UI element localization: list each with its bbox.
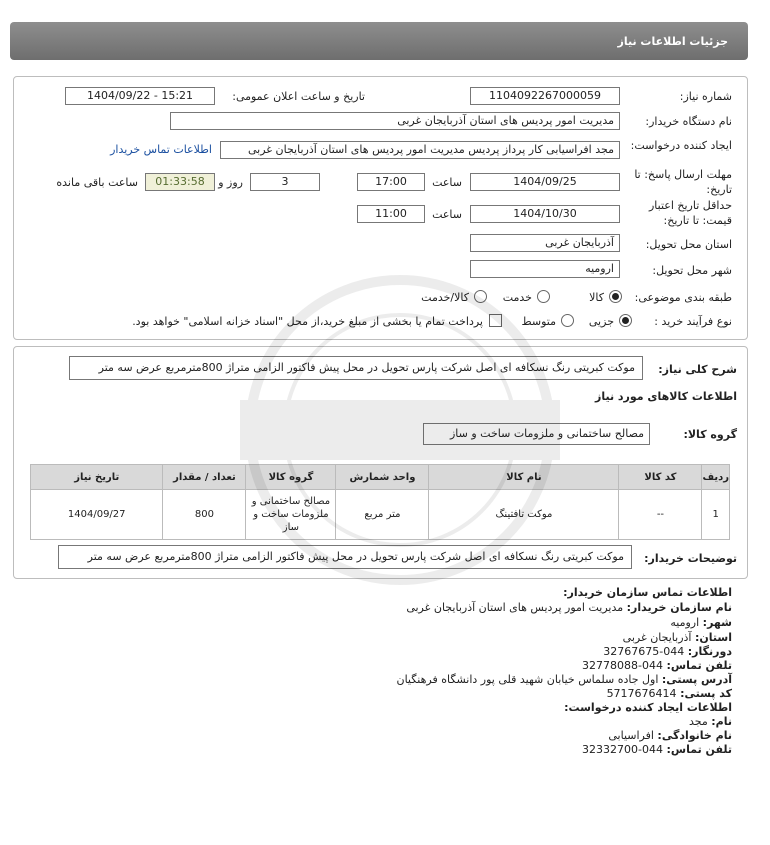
creator-family (608, 729, 732, 742)
contact-province-value: آذربایجان غربی (622, 631, 692, 644)
goods-table-header (31, 465, 730, 490)
creator-phone-key: تلفن تماس: (666, 743, 732, 756)
contact-postal-value: 5717676414 (606, 687, 677, 700)
creator-label: ایجاد کننده درخواست: (630, 139, 732, 152)
buyer-contact-link[interactable]: اطلاعات تماس خریدار (110, 143, 212, 156)
process-medium-radio[interactable] (561, 314, 574, 327)
process-label: نوع فرآیند خرید : (654, 315, 732, 328)
need-number-label: شماره نیاز: (679, 90, 732, 103)
contact-fax (603, 645, 732, 658)
creator-phone-value: 044-32332700 (582, 743, 664, 756)
deadline-time-label: ساعت (432, 176, 462, 189)
buyer-notes-field: موکت کبریتی رنگ نسکافه ای اصل شرکت پارس تحویل در محل پیش فاکتور الزامی متراژ 800مترمربع عرض سه متر (58, 545, 632, 569)
creator-family-value: افراسیابی (608, 729, 654, 742)
contact-address (396, 673, 732, 686)
category-goods-service-radio[interactable] (474, 290, 487, 303)
creator-field: مجد افراسیابی کار پرداز پردیس مدیریت امور پردیس های استان آذربایجان غربی (220, 141, 620, 159)
validity-time-label: ساعت (432, 208, 462, 221)
col-quantity: تعداد / مقدار (163, 465, 246, 490)
category-goods-radio[interactable] (609, 290, 622, 303)
col-unit: واحد شمارش (336, 465, 429, 490)
cell-name: موکت تافتینگ (429, 490, 619, 540)
category-goods-label: کالا (589, 291, 604, 304)
cell-group: مصالح ساختمانی و ملزومات ساخت و ساز (246, 490, 336, 540)
table-row (31, 490, 730, 540)
contact-postal (607, 687, 732, 700)
contact-city-key: شهر: (702, 616, 732, 629)
category-goods-service-label: کالا/خدمت (421, 291, 469, 304)
contact-phone-value: 044-32778088 (582, 659, 664, 672)
contact-org-value: مدیریت امور پردیس های استان آذربایجان غربی (406, 601, 624, 614)
goods-table (30, 464, 730, 540)
contact-province (623, 631, 732, 644)
page-header (10, 22, 748, 60)
validity-date-field: 1404/10/30 (470, 205, 620, 223)
treasury-payment-checkbox[interactable] (489, 314, 502, 327)
buyer-notes-label: توضیحات خریدار: (644, 552, 737, 565)
days-label: روز و (218, 176, 243, 189)
contact-city-value: ارومیه (670, 616, 700, 629)
cell-quantity: 800 (163, 490, 246, 540)
deadline-time-field: 17:00 (357, 173, 425, 191)
validity-label: حداقل تاریخ اعتبار قیمت: تا تاریخ: (648, 199, 732, 227)
col-group: گروه کالا (246, 465, 336, 490)
contact-phone-key: تلفن تماس: (666, 659, 732, 672)
announce-label: تاریخ و ساعت اعلان عمومی: (232, 90, 365, 103)
creator-phone (582, 743, 732, 756)
buyer-label: نام دستگاه خریدار: (645, 115, 732, 128)
creator-name-key: نام: (711, 715, 732, 728)
cell-unit: متر مربع (336, 490, 429, 540)
contact-org (406, 601, 732, 614)
contact-address-value: اول جاده سلماس خیابان شهید قلی پور دانشگاه فرهنگیان (396, 673, 659, 686)
city-label: شهر محل تحویل: (652, 264, 732, 277)
treasury-payment-note: پرداخت تمام یا بخشی از مبلغ خرید،از محل "اسناد خزانه اسلامی" خواهد بود. (132, 315, 483, 328)
deadline-label: مهلت ارسال پاسخ: تا تاریخ: (634, 168, 732, 196)
cell-row: 1 (702, 490, 730, 540)
creator-info-title: اطلاعات ایجاد کننده درخواست: (564, 701, 732, 714)
page-title: جزئیات اطلاعات نیاز (617, 35, 728, 48)
province-field: آذربایجان غربی (470, 234, 620, 252)
creator-family-key: نام خانوادگی: (657, 729, 732, 742)
contact-fax-key: دورنگار: (687, 645, 732, 658)
goods-title: اطلاعات کالاهای مورد نیاز (595, 390, 737, 403)
contact-phone (582, 659, 732, 672)
col-row: ردیف (702, 465, 730, 490)
validity-time-field: 11:00 (357, 205, 425, 223)
process-medium-label: متوسط (521, 315, 556, 328)
process-minor-radio[interactable] (619, 314, 632, 327)
contact-fax-value: 044-32767675 (603, 645, 685, 658)
buyer-field: مدیریت امور پردیس های استان آذربایجان غربی (170, 112, 620, 130)
cell-need-date: 1404/09/27 (31, 490, 163, 540)
contact-city (670, 616, 732, 629)
city-field: ارومیه (470, 260, 620, 278)
category-service-label: خدمت (502, 291, 532, 304)
category-service-radio[interactable] (537, 290, 550, 303)
cell-code: -- (619, 490, 702, 540)
summary-label: شرح کلی نیاز: (658, 363, 737, 376)
process-minor-label: جزیی (588, 315, 614, 328)
announce-date-field: 1404/09/22 - 15:21 (65, 87, 215, 105)
days-field: 3 (250, 173, 320, 191)
remaining-time-field: 01:33:58 (145, 173, 215, 191)
contact-province-key: استان: (695, 631, 732, 644)
col-need-date: تاریخ نیاز (31, 465, 163, 490)
need-number-field: 1104092267000059 (470, 87, 620, 105)
contact-postal-key: کد پستی: (680, 687, 732, 700)
creator-name-value: مجد (688, 715, 708, 728)
creator-name (689, 715, 732, 728)
category-label: طبقه بندی موضوعی: (634, 291, 732, 304)
province-label: استان محل تحویل: (645, 238, 732, 251)
col-name: نام کالا (429, 465, 619, 490)
remaining-time-label: ساعت باقی مانده (56, 176, 138, 189)
deadline-date-field: 1404/09/25 (470, 173, 620, 191)
col-code: کد کالا (619, 465, 702, 490)
goods-group-label: گروه کالا: (683, 428, 737, 441)
contact-org-key: نام سازمان خریدار: (626, 601, 732, 614)
contact-title: اطلاعات تماس سازمان خریدار: (563, 586, 732, 599)
contact-address-key: آدرس پستی: (661, 673, 732, 686)
summary-field: موکت کبریتی رنگ نسکافه ای اصل شرکت پارس تحویل در محل پیش فاکتور الزامی متراژ 800مترمربع عرض سه متر (69, 356, 643, 380)
goods-group-field: مصالح ساختمانی و ملزومات ساخت و ساز (423, 423, 650, 445)
